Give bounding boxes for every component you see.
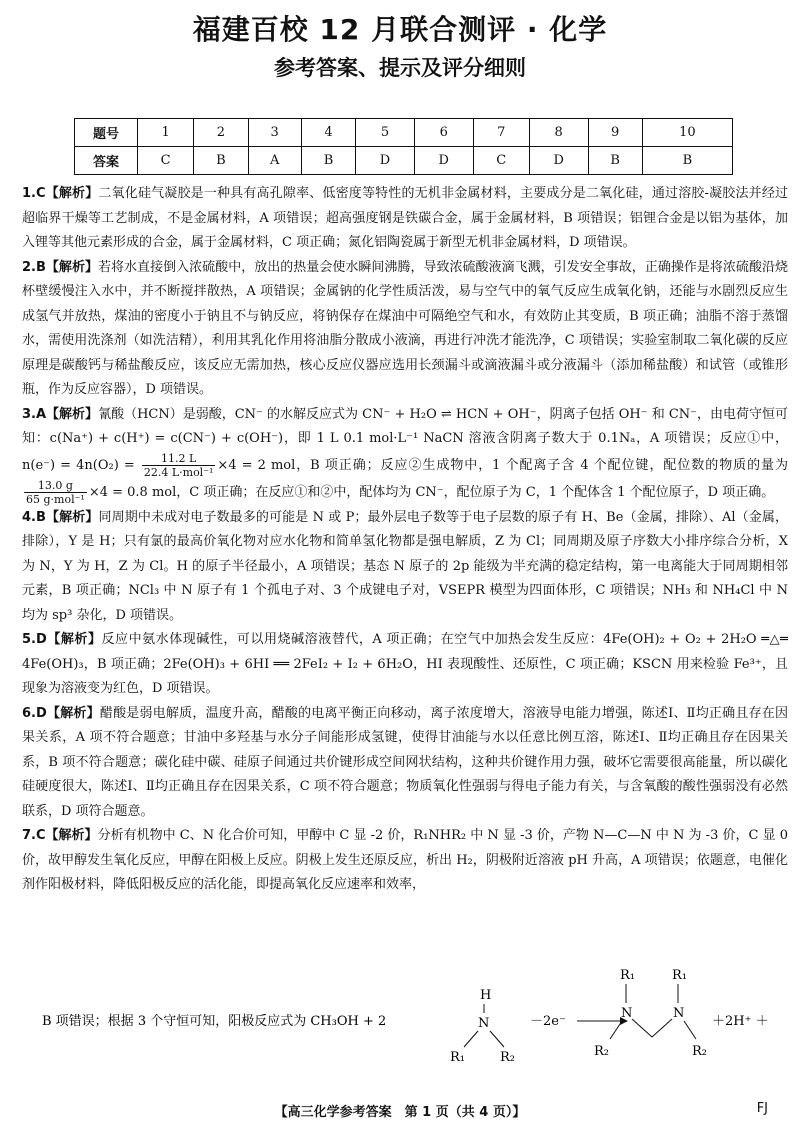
atom-n: N: [673, 1006, 685, 1021]
question-number: 9: [588, 119, 642, 147]
fraction-denominator: 22.4 L·mol⁻¹: [143, 465, 214, 479]
fraction-electrons: [142, 452, 216, 479]
explanation-q7: [22, 824, 788, 898]
explanation-label: 3.A【解析】: [22, 406, 99, 422]
answer-cell: B: [642, 147, 732, 175]
atom-n: N: [478, 1016, 490, 1031]
explanation-q3: [22, 403, 788, 506]
question-number: 10: [642, 119, 732, 147]
page-title: 福建百校 12 月联合测评 · 化学: [192, 13, 608, 46]
explanation-text: 反应中氨水体现碱性，可以用烧碱溶液替代，A 项正确；在空气中加热会发生反应：4Fe(OH)₂ + O₂ + 2H₂O ═△═ 4Fe(OH)₃，B 项正确；2Fe(OH)₃ + 6HI ══ 2FeI₂ + I₂ + 6H₂O，HI 表现酸性、还原性，C 项正确；KSCN 用来检验 Fe³⁺，且现象为溶液变为红色，D 项错误。: [22, 632, 788, 696]
explanation-text: 同周期中未成对电子数最多的可能是 N 或 P；最外层电子数等于电子层数的原子有 H、Be（金属，排除）、Al（金属，排除），Y 是 H；只有氯的最高价氧化物对应水化物和简单氢化物都是强电解质，Z 为 Cl；同周期及原子序数大小排序综合分析，X 为 N，Y 为 H，Z 为 Cl。H 的原子半径最小，A 项错误；基态 N 原子的 2p 能级为半充满的稳定结构，第一电离能大于同周期相邻元素，B 项正确；NCl₃ 中 N 原子有 1 个孤电子对、3 个成键电子对，VSEPR 模型为四面体形，C 项错误；NH₃ 和 NH₄Cl 中 N 均为 sp³ 杂化，D 项错误。: [22, 509, 788, 623]
explanation-q4: [22, 506, 788, 629]
bond-line: [464, 1031, 478, 1047]
explanation-label: 6.D【解析】: [22, 705, 100, 721]
explanation-text: 分析有机物中 C、N 化合价可知，甲醇中 C 显 -2 价，R₁NHR₂ 中 N 显 -3 价，产物 N—C—N 中 N 为 -3 价，C 显 0 价，故甲醇发生氧化反应，甲醇在阳极上反应。阴极上发生还原反应，析出 H₂，阴极附近溶液 pH 升高，A 项错误；依题意，电催化剂作阳极材料，降低阳极反应的活化能，即提高氧化反应速率和效率，: [22, 828, 788, 892]
explanation-q2: [22, 256, 788, 403]
fraction-denominator: 65 g·mol⁻¹: [26, 492, 85, 506]
answer-cell: B: [588, 147, 642, 175]
explanation-label: 5.D【解析】: [22, 632, 102, 647]
atom-h: H: [480, 988, 492, 1003]
explanation-label: 1.C【解析】: [22, 186, 99, 201]
substituent-r1: R₁: [450, 1050, 465, 1065]
fraction-numerator: 13.0 g: [24, 479, 87, 493]
substituent-r2: R₂: [500, 1050, 515, 1065]
minus-electrons: －2e⁻: [530, 1014, 566, 1029]
answer-cell: B: [301, 147, 355, 175]
explanation-text: 若将水直接倒入浓硫酸中，放出的热量会使水瞬间沸腾，导致浓硫酸液滴飞溅，引发安全事故，正确操作是将浓硫酸沿烧杯壁缓慢注入水中，并不断搅拌散热，A 项错误；金属钠的化学性质活泼，易与空气中的氧气反应生成氧化钠，还能与水剧烈反应生成氢气并放热，煤油的密度小于钠且不与钠反应，将钠保存在煤油中可隔绝空气和水，有效防止其变质，B 项正确；油脂不溶于蒸馏水，需使用洗涤剂（如洗洁精），利用其乳化作用将油脂分散成小液滴，再进行冲洗才能洗净，C 项错误；实验室制取二氧化碳的反应原理是碳酸钙与稀盐酸反应，该反应无需加热，核心反应仪器应选用长颈漏斗或滴液漏斗或分液漏斗（添加稀盐酸）和试管（或锥形瓶，作为反应容器），D 项错误。: [22, 259, 788, 397]
region-code: FJ: [756, 1101, 768, 1116]
substituent-r1: R₁: [620, 968, 635, 983]
answer-table-number-row: [75, 119, 733, 147]
question-number: 8: [529, 119, 588, 147]
bond-line: [632, 1019, 652, 1037]
answer-cell: B: [194, 147, 248, 175]
bond-line: [610, 1021, 622, 1039]
explanation-text: 1 个配离子含 4 个配位键，配位数的物质的量为: [492, 457, 788, 473]
plus-2h: ＋2H⁺ ＋: [712, 1014, 769, 1029]
fraction-ligand: [24, 479, 87, 506]
explanations: [22, 182, 788, 898]
substituent-r1: R₁: [672, 968, 687, 983]
answer-cell: C: [138, 147, 194, 175]
page-footer: 【高三化学参考答案 第 1 页（共 4 页）】: [274, 1105, 526, 1120]
question-number: 4: [301, 119, 355, 147]
answer-table: [74, 118, 733, 175]
explanation-text: 氰酸（HCN）是弱酸，CN⁻ 的水解反应式为 CN⁻ + H₂O ⇌ HCN + OH⁻，阴离子包括 OH⁻ 和 CN⁻，由电荷守恒可知：c(Na⁺) + c(H⁺) = c(CN⁻) + c(OH⁻)，即 1 L 0.1 mol·L⁻¹ NaCN 溶液含阴离子数大于 0.1Nₐ，A 项错误；反应①中，n(e⁻) = 4n(O₂) =: [22, 406, 789, 473]
explanation-q5: [22, 628, 788, 702]
answer-cell: C: [473, 147, 529, 175]
answer-cell: D: [529, 147, 588, 175]
explanation-text: 醋酸是弱电解质，温度升高，醋酸的电离平衡正向移动，离子浓度增大，溶液导电能力增强，陈述Ⅰ、Ⅱ均正确且存在因果关系，A 项不符合题意；甘油中多羟基与水分子间能形成氢键，使得甘油能与水以任意比例互溶，陈述Ⅰ、Ⅱ均正确且存在因果关系，B 项不符合题意；碳化硅中碳、硅原子间通过共价键形成空间网状结构，这种共价键作用力强，破坏它需要很高能量，所以碳化硅硬度很大，陈述Ⅰ、Ⅱ均正确且存在因果关系，C 项不符合题意；物质氧化性强弱与得电子能力有关，与含氧酸的酸性强弱没有必然联系，D 项符合题意。: [22, 705, 788, 819]
page-subtitle: 参考答案、提示及评分细则: [274, 56, 526, 80]
question-number: 5: [356, 119, 415, 147]
question-number: 7: [473, 119, 529, 147]
answer-cell: A: [248, 147, 301, 175]
explanation-q1: [22, 182, 788, 256]
answer-cell: D: [414, 147, 473, 175]
question-number: 1: [138, 119, 194, 147]
bond-line: [490, 1031, 504, 1047]
bond-line: [684, 1021, 696, 1039]
explanation-q6: [22, 702, 788, 825]
question-number: 3: [248, 119, 301, 147]
bond-line: [652, 1019, 672, 1037]
explanation-label: 4.B【解析】: [22, 509, 99, 525]
anode-reaction-equation: [22, 955, 788, 1065]
question-number: 6: [414, 119, 473, 147]
substituent-r2: R₂: [594, 1044, 609, 1059]
explanation-label: 7.C【解析】: [22, 828, 98, 843]
reaction-structure-diagram: [22, 955, 788, 1065]
row-label-answer: 答案: [75, 147, 138, 175]
equation-text: B 项错误；根据 3 个守恒可知，阳极反应式为 CH₃OH + 2: [42, 1014, 387, 1029]
fraction-numerator: 11.2 L: [142, 452, 216, 466]
explanation-label: 2.B【解析】: [22, 259, 98, 275]
explanation-text: ×4 = 2 mol，B 项正确；反应②生成物中，: [217, 457, 493, 473]
explanation-text: ×4 = 0.8 mol，C 项正确；在反应①和②中，配体均为 CN⁻，配位原子为 C，1 个配体含 1 个配位原子，D 项正确。: [88, 484, 775, 500]
atom-n: N: [621, 1006, 633, 1021]
substituent-r2: R₂: [692, 1044, 707, 1059]
answer-table-answer-row: [75, 147, 733, 175]
question-number: 2: [194, 119, 248, 147]
row-label-number: 题号: [75, 119, 138, 147]
explanation-text: 二氧化硅气凝胶是一种具有高孔隙率、低密度等特性的无机非金属材料，主要成分是二氧化硅，通过溶胶-凝胶法并经过超临界干燥等工艺制成，不是金属材料，A 项错误；超高强度钢是铁碳合金，属于金属材料，B 项错误；铝锂合金是以铝为基体，加入锂等其他元素形成的合金，属于金属材料，C 项正确；氮化铝陶瓷属于新型无机非金属材料，D 项错误。: [22, 186, 788, 250]
answer-cell: D: [356, 147, 415, 175]
